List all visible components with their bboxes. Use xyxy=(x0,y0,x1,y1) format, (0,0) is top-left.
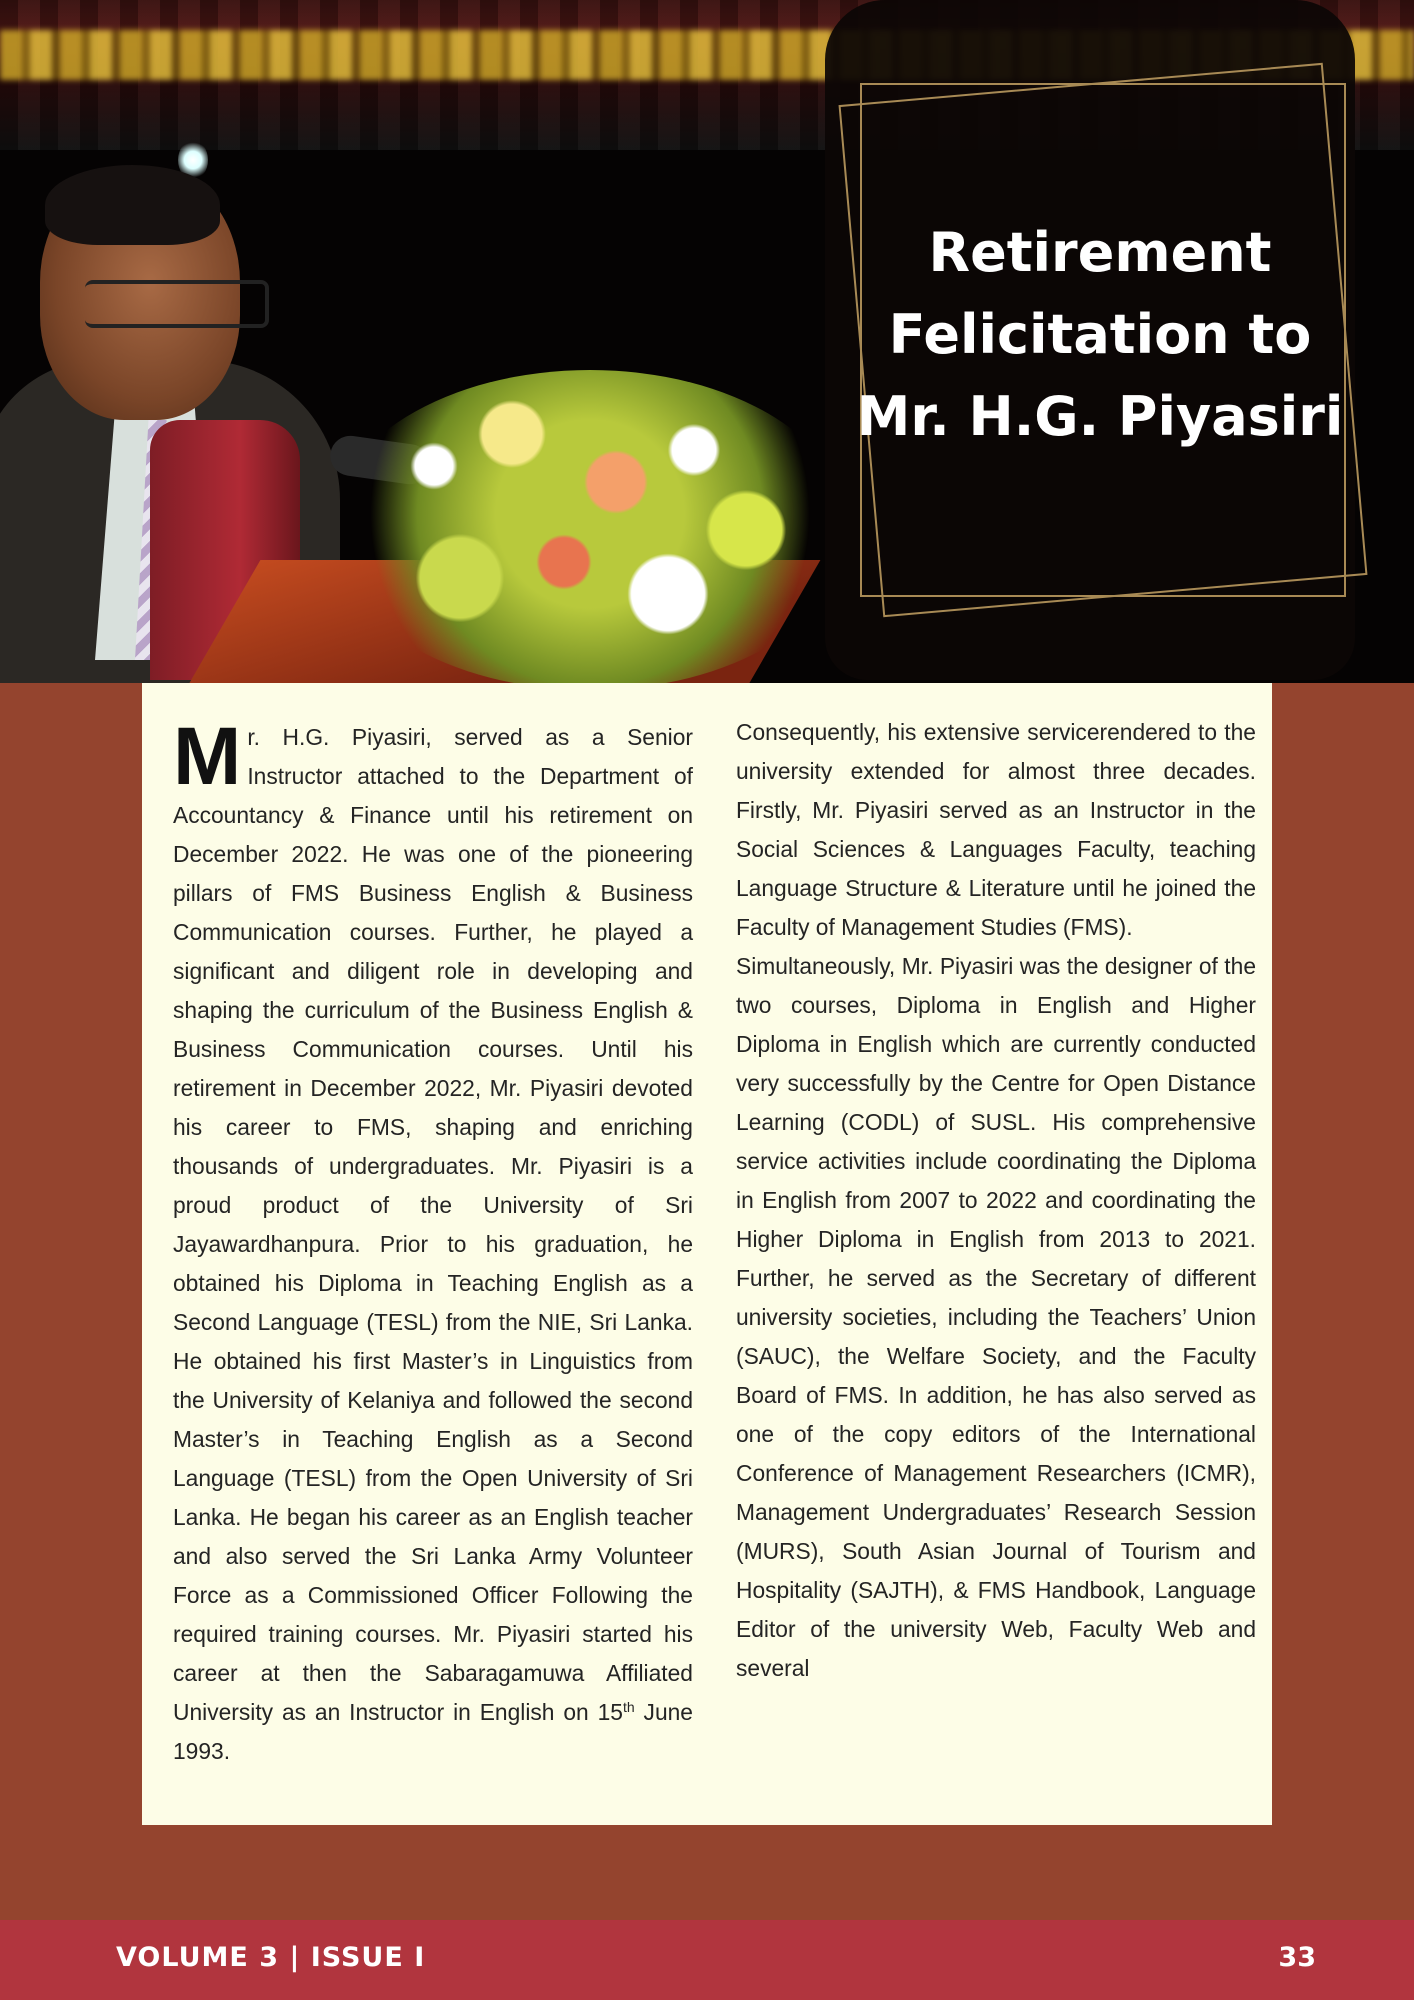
article-left-column xyxy=(173,711,693,1771)
article-card xyxy=(142,683,1272,1825)
page-number: 33 xyxy=(1278,1942,1316,1973)
eyeglasses xyxy=(85,280,269,328)
ordinal-suffix: th xyxy=(622,1699,635,1715)
page-title: Retirement Felicitation to Mr. H.G. Piyasiri xyxy=(856,221,1344,448)
article-right-column xyxy=(736,713,1256,1688)
flower-bouquet xyxy=(330,370,850,683)
paragraph-text-end: June 1993. xyxy=(173,1699,693,1764)
footer-bar xyxy=(0,1920,1414,2000)
speaker-hair xyxy=(45,165,220,245)
article-paragraph xyxy=(173,711,693,1771)
article-paragraph: Consequently, his extensive servicerendered to the university extended for almost three decades. Firstly, Mr. Piyasiri served as an Instructor in the Social Sciences & Languages Faculty, teaching Language Structure & Literature until he joined the Faculty of Management Studies (FMS). xyxy=(736,719,1256,940)
issue-label: VOLUME 3 | ISSUE I xyxy=(116,1942,426,1973)
article-paragraph: Simultaneously, Mr. Piyasiri was the designer of the two courses, Diploma in English and Higher Diploma in English which are currently conducted very successfully by the Centre for Open Distance Learning (CODL) of SUSL. His comprehensive service activities include coordinating the Diploma in English from 2007 to 2022 and coordinating the Higher Diploma in English from 2013 to 2021. Further, he served as the Secretary of different university societies, including the Teachers’ Union (SAUC), the Welfare Society, and the Faculty Board of FMS. In addition, he has also served as one of the copy editors of the International Conference of Management Researchers (ICMR), Management Undergraduates’ Research Session (MURS), South Asian Journal of Tourism and Hospitality (SAJTH), & FMS Handbook, Language Editor of the university Web, Faculty Web and several xyxy=(736,953,1256,1681)
drop-cap: M xyxy=(173,711,242,802)
paragraph-text: r. H.G. Piyasiri, served as a Senior Instructor attached to the Department of Accountancy & Finance until his retirement on December 2022. He was one of the pioneering pillars of FMS Business English & Business Communication courses. Further, he played a significant and diligent role in developing and shaping the curriculum of the Business English & Business Communication courses. Until his retirement in December 2022, Mr. Piyasiri devoted his career to FMS, shaping and enriching thousands of undergraduates. Mr. Piyasiri is a proud product of the University of Sri Jayawardhanpura. Prior to his graduation, he obtained his Diploma in Teaching English as a Second Language (TESL) from the NIE, Sri Lanka. He obtained his first Master’s in Linguistics from the University of Kelaniya and followed the second Master’s in Teaching English as a Second Language (TESL) from the Open University of Sri Lanka. He began his career as an English teacher and also served the Sri Lanka Army Volunteer Force as a Commissioned Officer Following the required training courses. Mr. Piyasiri started his career at then the Sabaragamuwa Affiliated University as an Instructor in English on 15 xyxy=(173,724,693,1725)
